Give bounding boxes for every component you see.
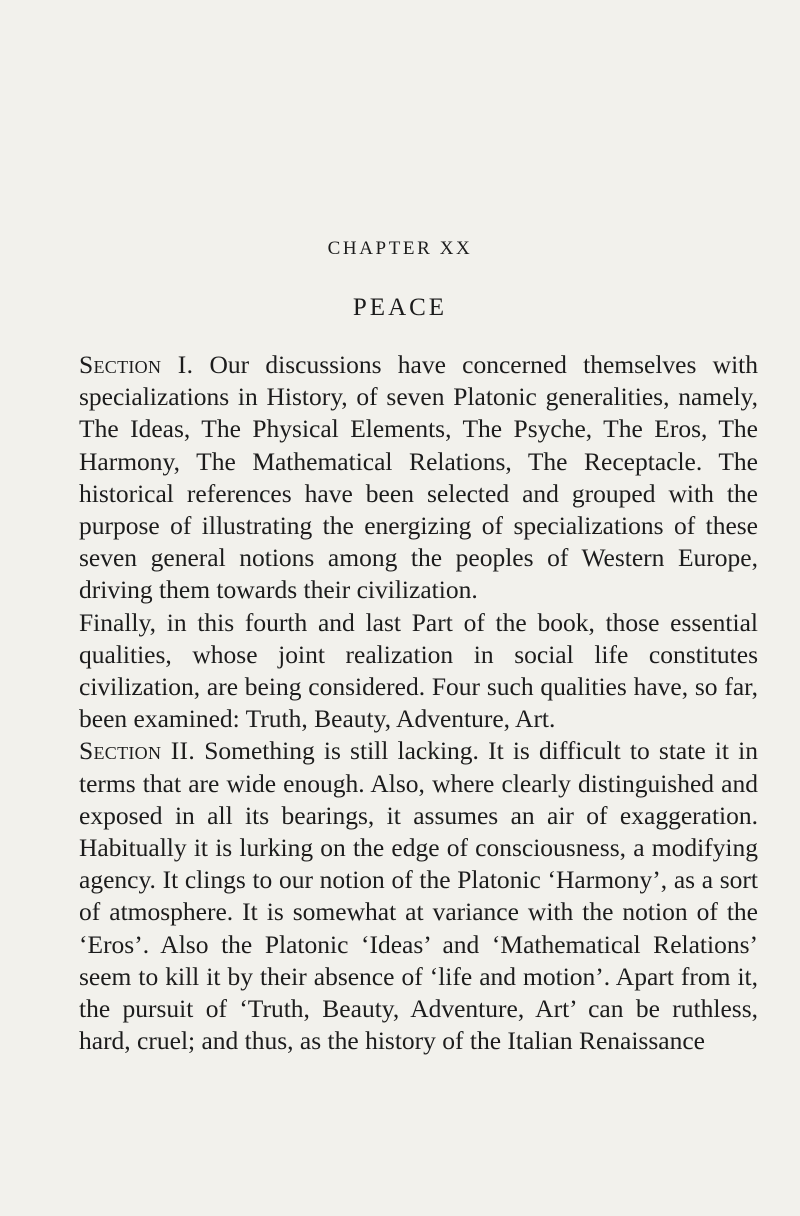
- paragraph-section-2: [79, 735, 758, 1057]
- paragraph-finally: [79, 607, 758, 736]
- chapter-number: CHAPTER XX: [327, 238, 473, 259]
- paragraph-text: Something is still lacking. It is difficult to state it in terms that are wide enough. Also, where clearly distinguished and exposed in all its bearings, it assumes an air of exaggeration. Habitually it is lurking on the edge of consciousness, a modifying agency. It clings to our notion of the Platonic ‘Harmony’, as a sort of atmosphere. It is somewhat at variance with the notion of the ‘Eros’. Also the Platonic ‘Ideas’ and ‘Mathematical Relations’ seem to kill it by their absence of ‘life and motion’. Apart from it, the pursuit of ‘Truth, Beauty, Adventure, Art’ can be ruthless, hard, cruel; and thus, as the history of the Italian Renaissance: [79, 736, 758, 1056]
- section-heading: Section I.: [79, 350, 194, 379]
- chapter-title: PEACE: [352, 294, 448, 321]
- body-text: [79, 349, 758, 1057]
- paragraph-text: Finally, in this fourth and last Part of the book, those essential qualities, whose joint realization in social life constitutes civilization, are being considered. Four such qualities have, so far, been examined: Truth, Beauty, Adventure, Art.: [79, 607, 758, 734]
- paragraph-text: Our discussions have concerned themselves with specializations in History, of seven Platonic generalities, namely, The Ideas, The Physical Elements, The Psyche, The Eros, The Harmony, The Mathematical Relations, The Receptacle. The historical references have been selected and grouped with the purpose of illustrating the energizing of specializations of these seven general notions among the peoples of Western Europe, driving them towards their civilization.: [79, 350, 758, 605]
- section-heading: Section II.: [79, 736, 196, 766]
- paragraph-section-1: [79, 349, 758, 607]
